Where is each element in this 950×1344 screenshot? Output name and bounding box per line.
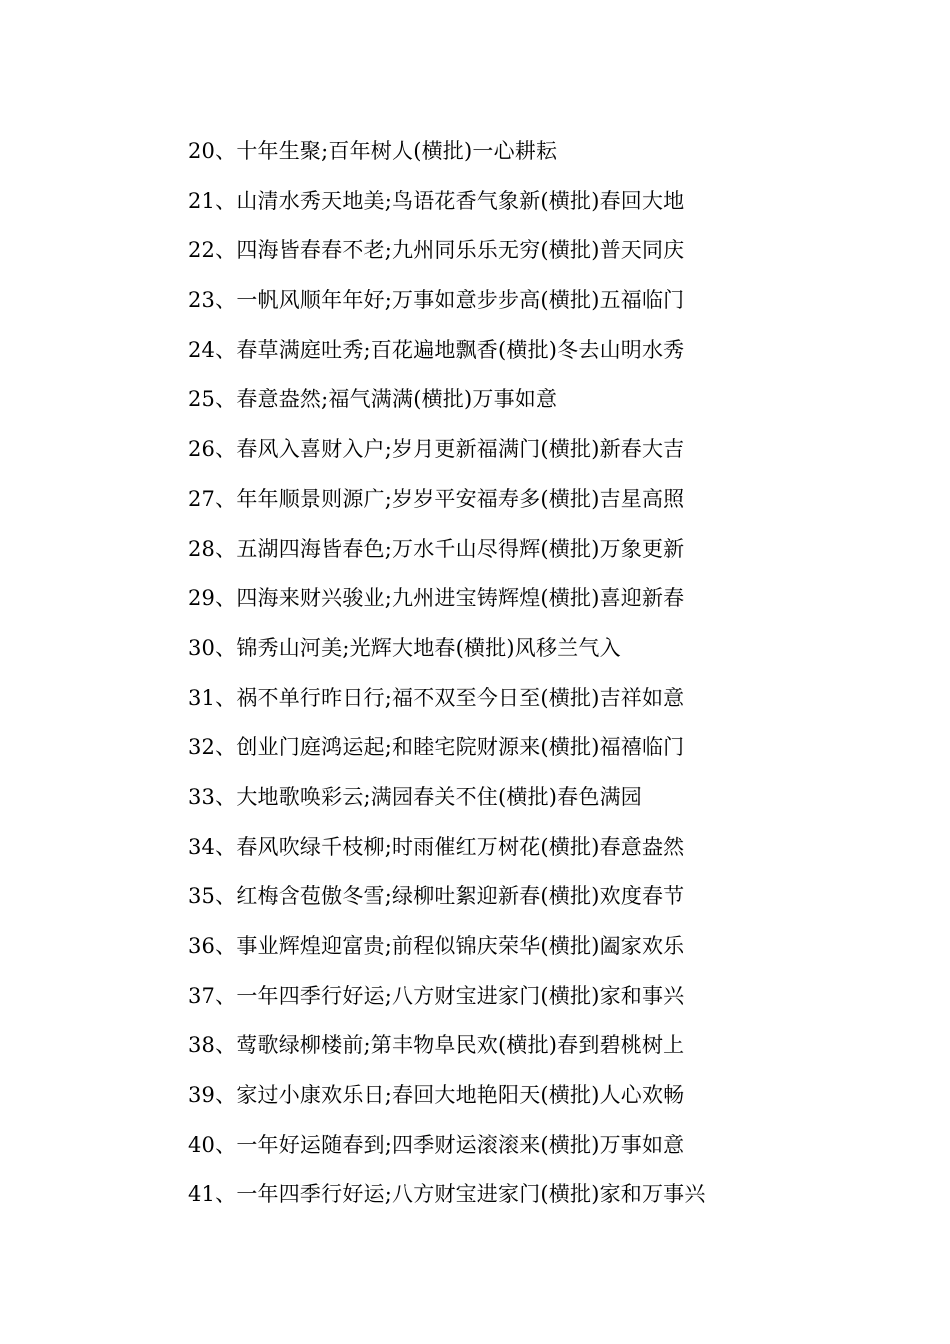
couplet-line: 22、四海皆春春不老;九州同乐乐无穷(横批)普天同庆 (188, 238, 685, 263)
couplet-line: 35、红梅含苞傲冬雪;绿柳吐絮迎新春(横批)欢度春节 (188, 884, 685, 909)
couplet-line: 34、春风吹绿千枝柳;时雨催红万树花(横批)春意盎然 (188, 834, 685, 859)
couplet-line: 39、家过小康欢乐日;春回大地艳阳天(横批)人心欢畅 (188, 1083, 685, 1108)
couplet-line: 24、春草满庭吐秀;百花遍地飘香(横批)冬去山明水秀 (188, 337, 685, 362)
couplet-line: 25、春意盎然;福气满满(横批)万事如意 (188, 387, 558, 412)
couplet-line: 23、一帆风顺年年好;万事如意步步高(横批)五福临门 (188, 288, 685, 313)
couplet-list (188, 136, 888, 1229)
couplet-line: 38、莺歌绿柳楼前;第丰物阜民欢(横批)春到碧桃树上 (188, 1033, 685, 1058)
couplet-line: 27、年年顺景则源广;岁岁平安福寿多(横批)吉星高照 (188, 486, 685, 511)
couplet-line: 41、一年四季行好运;八方财宝进家门(横批)家和万事兴 (188, 1182, 706, 1207)
couplet-line: 20、十年生聚;百年树人(横批)一心耕耘 (188, 139, 558, 163)
couplet-line: 29、四海来财兴骏业;九州进宝铸辉煌(横批)喜迎新春 (188, 586, 685, 611)
couplet-line: 36、事业辉煌迎富贵;前程似锦庆荣华(横批)阖家欢乐 (188, 934, 685, 958)
couplet-line: 32、创业门庭鸿运起;和睦宅院财源来(横批)福禧临门 (188, 735, 685, 760)
couplet-line: 40、一年好运随春到;四季财运滚滚来(横批)万事如意 (188, 1132, 685, 1157)
couplet-line: 31、祸不单行昨日行;福不双至今日至(横批)吉祥如意 (188, 685, 685, 710)
couplet-line: 33、大地歌唤彩云;满园春关不住(横批)春色满园 (188, 784, 642, 809)
couplet-line: 28、五湖四海皆春色;万水千山尽得辉(横批)万象更新 (188, 536, 685, 561)
couplet-line: 21、山清水秀天地美;鸟语花香气象新(横批)春回大地 (188, 188, 685, 213)
couplet-line: 30、锦秀山河美;光辉大地春(横批)风移兰气入 (188, 635, 621, 660)
couplet-line: 26、春风入喜财入户;岁月更新福满门(横批)新春大吉 (188, 437, 685, 462)
couplet-line: 37、一年四季行好运;八方财宝进家门(横批)家和事兴 (188, 983, 685, 1008)
